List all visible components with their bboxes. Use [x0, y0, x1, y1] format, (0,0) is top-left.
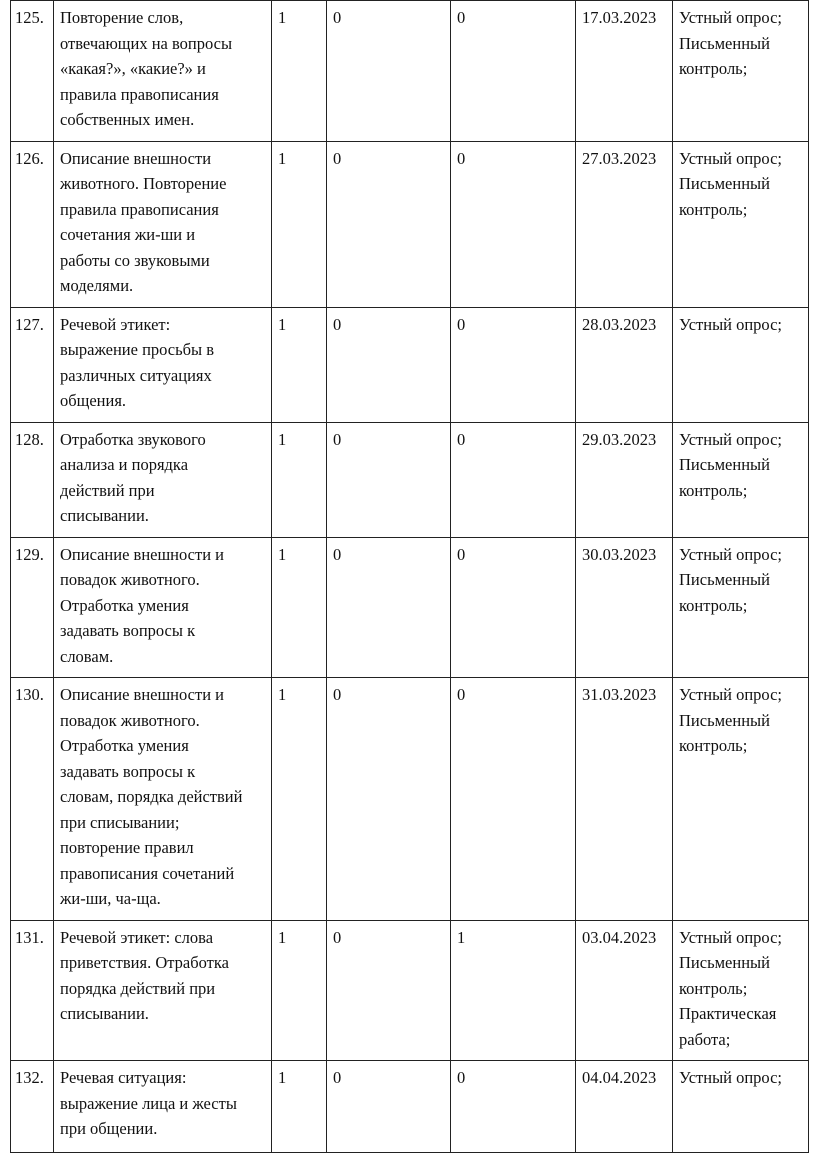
- lesson-topic-line: анализа и порядка: [60, 455, 189, 474]
- lesson-topic-line: правила правописания: [60, 84, 219, 104]
- lesson-topic-line: Описание внешности: [60, 148, 212, 168]
- hours-value: 0: [333, 927, 342, 947]
- hours-cell-2: [327, 422, 451, 537]
- control-form-line: контроль;: [679, 59, 748, 78]
- hours-cell-3: [451, 1, 576, 142]
- hours-cell-2: [327, 1, 451, 142]
- lesson-date-cell: [576, 678, 673, 921]
- control-form-line: Письменный: [679, 710, 770, 730]
- lesson-topic-cell: [54, 678, 272, 921]
- hours-cell-1: [272, 678, 327, 921]
- lesson-number-cell: [11, 307, 54, 422]
- lesson-topic-line: повадок животного.: [60, 710, 200, 730]
- lesson-topic-line: словам.: [60, 646, 114, 666]
- document-page: [10, 0, 808, 1153]
- control-form-line: контроль;: [679, 978, 748, 998]
- control-form-line: Устный опрос;: [679, 685, 783, 704]
- control-form-line: Устный опрос;: [679, 1068, 783, 1087]
- lesson-date-cell: [576, 537, 673, 678]
- hours-value: 0: [457, 544, 466, 564]
- hours-cell-3: [451, 422, 576, 537]
- lesson-topic-line: выражение лица и жесты: [60, 1093, 237, 1113]
- lesson-topic-line: Отработка умения: [60, 736, 189, 755]
- lesson-topic-cell: [54, 422, 272, 537]
- hours-cell-1: [272, 141, 327, 307]
- hours-value: 0: [333, 148, 342, 168]
- lesson-number: 132.: [15, 1068, 44, 1087]
- hours-value: 0: [457, 429, 466, 449]
- lesson-topic-line: задавать вопросы к: [60, 761, 196, 781]
- hours-value: 1: [278, 314, 287, 334]
- control-form-line: контроль;: [679, 595, 748, 615]
- hours-cell-1: [272, 307, 327, 422]
- lesson-number-cell: [11, 920, 54, 1061]
- table-row: [11, 1061, 809, 1153]
- hours-value: 0: [457, 8, 466, 27]
- lesson-date: 04.04.2023: [582, 1068, 657, 1087]
- hours-value: 0: [333, 685, 342, 704]
- hours-value: 0: [457, 148, 466, 168]
- control-form-line: Письменный: [679, 174, 770, 193]
- hours-value: 0: [333, 1068, 342, 1087]
- hours-value: 1: [278, 8, 287, 27]
- lesson-topic-line: Отработка звукового: [60, 429, 206, 449]
- table-row: [11, 920, 809, 1061]
- hours-cell-3: [451, 537, 576, 678]
- lesson-topic-line: животного. Повторение: [60, 174, 227, 193]
- hours-value: 0: [457, 314, 466, 334]
- lesson-date: 17.03.2023: [582, 8, 657, 27]
- lesson-topic-cell: [54, 307, 272, 422]
- hours-value: 1: [278, 1068, 287, 1087]
- hours-cell-1: [272, 422, 327, 537]
- lesson-topic-line: правописания сочетаний: [60, 863, 235, 883]
- control-form-line: контроль;: [679, 480, 748, 500]
- control-form-cell: [673, 307, 809, 422]
- lesson-date: 30.03.2023: [582, 544, 657, 564]
- lesson-topic-line: правила правописания: [60, 199, 219, 219]
- table-row: [11, 307, 809, 422]
- control-form-line: Практическая: [679, 1004, 777, 1023]
- lesson-topic-line: повадок животного.: [60, 570, 200, 589]
- lesson-topic-line: при общении.: [60, 1119, 158, 1138]
- table-row: [11, 537, 809, 678]
- lesson-topic-line: Речевой этикет: слова: [60, 927, 214, 947]
- lesson-number: 130.: [15, 685, 44, 704]
- lesson-topic-line: Отработка умения: [60, 595, 189, 615]
- lesson-topic-cell: [54, 920, 272, 1061]
- lesson-topic-line: выражение просьбы в: [60, 340, 215, 359]
- lesson-date-cell: [576, 422, 673, 537]
- lesson-topic-line: при списывании;: [60, 812, 180, 832]
- lesson-number-cell: [11, 1, 54, 142]
- table-row: [11, 678, 809, 921]
- lesson-topic-line: повторение правил: [60, 838, 194, 857]
- lesson-date-cell: [576, 920, 673, 1061]
- control-form-cell: [673, 537, 809, 678]
- lesson-number-cell: [11, 141, 54, 307]
- lesson-topic-line: порядка действий при: [60, 978, 216, 998]
- control-form-line: Письменный: [679, 953, 770, 972]
- lesson-topic-line: словам, порядка действий: [60, 787, 243, 806]
- lesson-topic-line: сочетания жи-ши и: [60, 225, 196, 244]
- control-form-cell: [673, 1061, 809, 1153]
- hours-value: 1: [278, 685, 287, 704]
- hours-value: 0: [333, 544, 342, 564]
- lesson-number-cell: [11, 1061, 54, 1153]
- lesson-topic-line: жи-ши, ча-ща.: [60, 889, 161, 908]
- lesson-date-cell: [576, 307, 673, 422]
- hours-cell-2: [327, 141, 451, 307]
- hours-value: 0: [457, 1068, 466, 1087]
- hours-value: 0: [333, 429, 342, 449]
- lesson-topic-cell: [54, 1, 272, 142]
- hours-cell-3: [451, 141, 576, 307]
- table-row: [11, 141, 809, 307]
- lesson-number: 125.: [15, 8, 44, 27]
- lesson-topic-line: собственных имен.: [60, 110, 195, 129]
- hours-cell-3: [451, 307, 576, 422]
- hours-value: 1: [278, 148, 287, 168]
- lesson-number-cell: [11, 678, 54, 921]
- hours-value: 1: [278, 927, 287, 947]
- hours-cell-1: [272, 1061, 327, 1153]
- hours-cell-2: [327, 307, 451, 422]
- lesson-topic-line: «какая?», «какие?» и: [60, 59, 206, 78]
- control-form-line: Устный опрос;: [679, 8, 783, 27]
- table-body: [11, 1, 809, 1153]
- lesson-number: 128.: [15, 429, 44, 449]
- lesson-topic-line: списывании.: [60, 506, 149, 525]
- control-form-cell: [673, 920, 809, 1061]
- lesson-topic-line: Повторение слов,: [60, 8, 184, 27]
- lesson-date: 31.03.2023: [582, 685, 657, 704]
- hours-cell-2: [327, 1061, 451, 1153]
- lesson-topic-line: моделями.: [60, 276, 134, 295]
- lesson-topic-cell: [54, 141, 272, 307]
- lesson-number-cell: [11, 537, 54, 678]
- lesson-topic-line: Описание внешности и: [60, 685, 224, 704]
- lesson-topic-line: Речевой этикет:: [60, 314, 171, 334]
- lesson-date: 28.03.2023: [582, 314, 657, 334]
- control-form-cell: [673, 422, 809, 537]
- lesson-topic-cell: [54, 537, 272, 678]
- control-form-cell: [673, 1, 809, 142]
- control-form-line: Устный опрос;: [679, 927, 783, 947]
- control-form-line: Устный опрос;: [679, 314, 783, 334]
- table-row: [11, 1, 809, 142]
- control-form-line: Устный опрос;: [679, 544, 783, 564]
- lesson-topic-line: общения.: [60, 391, 127, 410]
- hours-cell-2: [327, 678, 451, 921]
- lesson-number: 127.: [15, 314, 44, 334]
- hours-cell-2: [327, 537, 451, 678]
- control-form-line: контроль;: [679, 199, 748, 219]
- lesson-topic-line: Описание внешности и: [60, 544, 224, 564]
- hours-value: 1: [457, 927, 466, 947]
- lesson-topic-line: действий при: [60, 480, 155, 500]
- control-form-line: контроль;: [679, 736, 748, 755]
- lesson-date-cell: [576, 141, 673, 307]
- lesson-topic-line: задавать вопросы к: [60, 621, 196, 640]
- lesson-topic-line: приветствия. Отработка: [60, 953, 229, 972]
- hours-value: 1: [278, 429, 287, 449]
- lesson-topic-line: Речевая ситуация:: [60, 1068, 187, 1087]
- hours-cell-1: [272, 920, 327, 1061]
- hours-cell-3: [451, 678, 576, 921]
- hours-cell-3: [451, 920, 576, 1061]
- lesson-plan-table: [10, 0, 809, 1153]
- lesson-topic-line: отвечающих на вопросы: [60, 33, 233, 53]
- lesson-topic-line: списывании.: [60, 1004, 149, 1023]
- hours-cell-2: [327, 920, 451, 1061]
- lesson-date: 27.03.2023: [582, 148, 657, 168]
- lesson-number-cell: [11, 422, 54, 537]
- control-form-line: Устный опрос;: [679, 148, 783, 168]
- hours-value: 1: [278, 544, 287, 564]
- lesson-topic-cell: [54, 1061, 272, 1153]
- control-form-line: работа;: [679, 1029, 731, 1049]
- control-form-cell: [673, 678, 809, 921]
- control-form-line: Письменный: [679, 455, 770, 474]
- lesson-topic-line: различных ситуациях: [60, 365, 212, 385]
- hours-value: 0: [333, 8, 342, 27]
- hours-value: 0: [333, 314, 342, 334]
- lesson-date-cell: [576, 1, 673, 142]
- control-form-line: Письменный: [679, 33, 770, 53]
- lesson-topic-line: работы со звуковыми: [60, 250, 210, 270]
- lesson-date-cell: [576, 1061, 673, 1153]
- table-row: [11, 422, 809, 537]
- lesson-date: 29.03.2023: [582, 429, 657, 449]
- hours-value: 0: [457, 685, 466, 704]
- control-form-line: Устный опрос;: [679, 429, 783, 449]
- lesson-number: 126.: [15, 148, 44, 168]
- lesson-number: 129.: [15, 544, 44, 564]
- hours-cell-3: [451, 1061, 576, 1153]
- control-form-line: Письменный: [679, 570, 770, 589]
- lesson-number: 131.: [15, 927, 44, 947]
- control-form-cell: [673, 141, 809, 307]
- hours-cell-1: [272, 537, 327, 678]
- hours-cell-1: [272, 1, 327, 142]
- lesson-date: 03.04.2023: [582, 927, 657, 947]
